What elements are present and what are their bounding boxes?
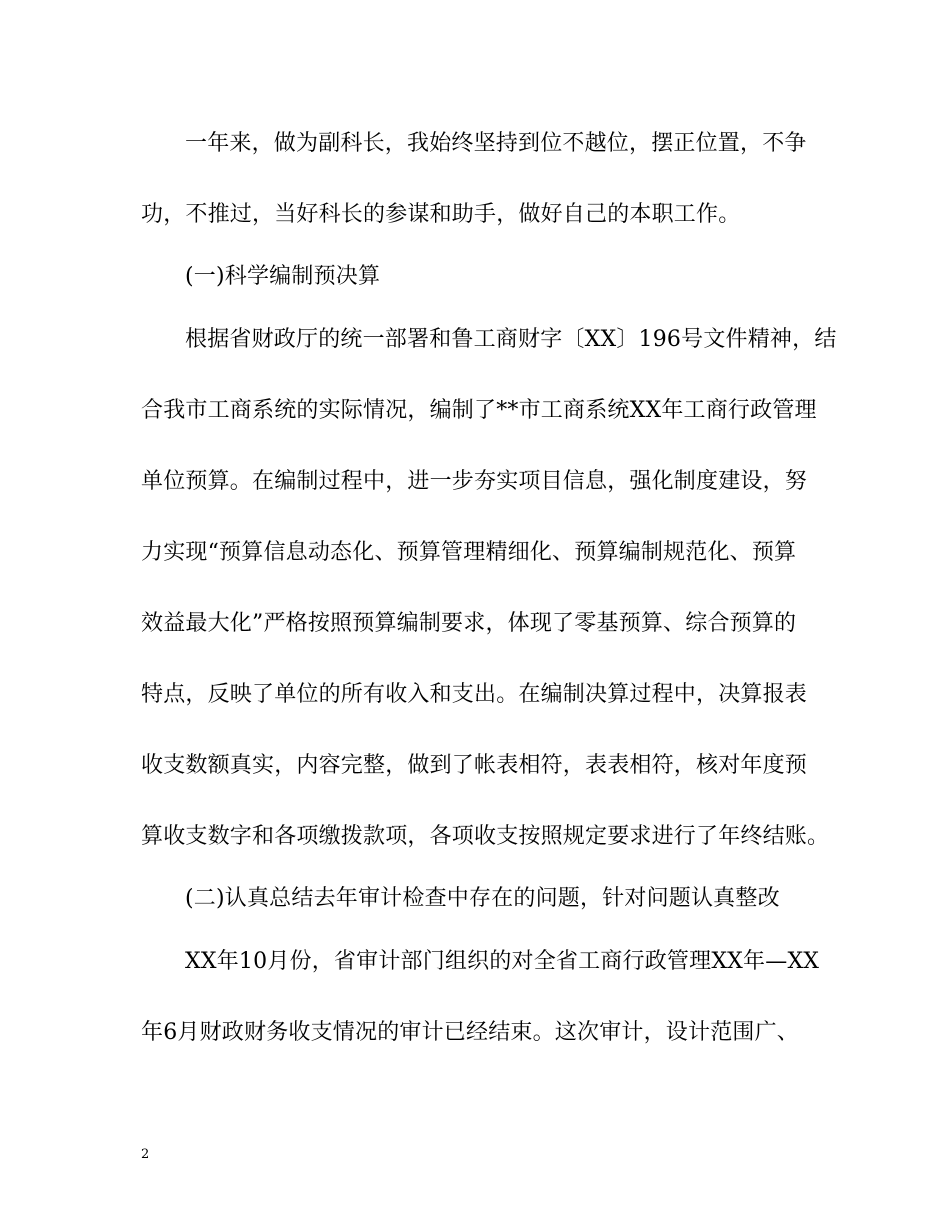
- paragraph-line: 效益最大化”严格按照预算编制要求，体现了零基预算、综合预算的: [141, 611, 797, 636]
- paragraph-line: 收支数额真实，内容完整，做到了帐表相符，表表相符，核对年度预: [141, 753, 808, 778]
- paragraph-line: 合我市工商系统的实际情况，编制了**市工商系统XX年工商行政管理: [141, 398, 817, 423]
- paragraph-line: 算收支数字和各项缴拨款项，各项收支按照规定要求进行了年终结账。: [141, 824, 830, 849]
- paragraph-line: 一年来，做为副科长，我始终坚持到位不越位，摆正位置，不争: [185, 131, 807, 156]
- paragraph-line: 功，不推过，当好科长的参谋和助手，做好自己的本职工作。: [141, 202, 741, 227]
- paragraph-line: XX年10月份，省审计部门组织的对全省工商行政管理XX年—XX: [185, 949, 820, 974]
- section-heading: (二)认真总结去年审计检查中存在的问题，针对问题认真整改: [185, 886, 780, 911]
- paragraph-line: 单位预算。在编制过程中，进一步夯实项目信息，强化制度建设，努: [141, 469, 808, 494]
- paragraph-line: 特点，反映了单位的所有收入和支出。在编制决算过程中，决算报表: [141, 682, 808, 707]
- paragraph-line: 年6月财政财务收支情况的审计已经结束。这次审计，设计范围广、: [141, 1020, 799, 1045]
- section-heading: (一)科学编制预决算: [185, 264, 381, 289]
- paragraph-line: 力实现“预算信息动态化、预算管理精细化、预算编制规范化、预算: [141, 540, 797, 565]
- paragraph-line: 根据省财政厅的统一部署和鲁工商财字〔XX〕196号文件精神，结: [185, 327, 837, 352]
- page-number: 2: [141, 1147, 150, 1162]
